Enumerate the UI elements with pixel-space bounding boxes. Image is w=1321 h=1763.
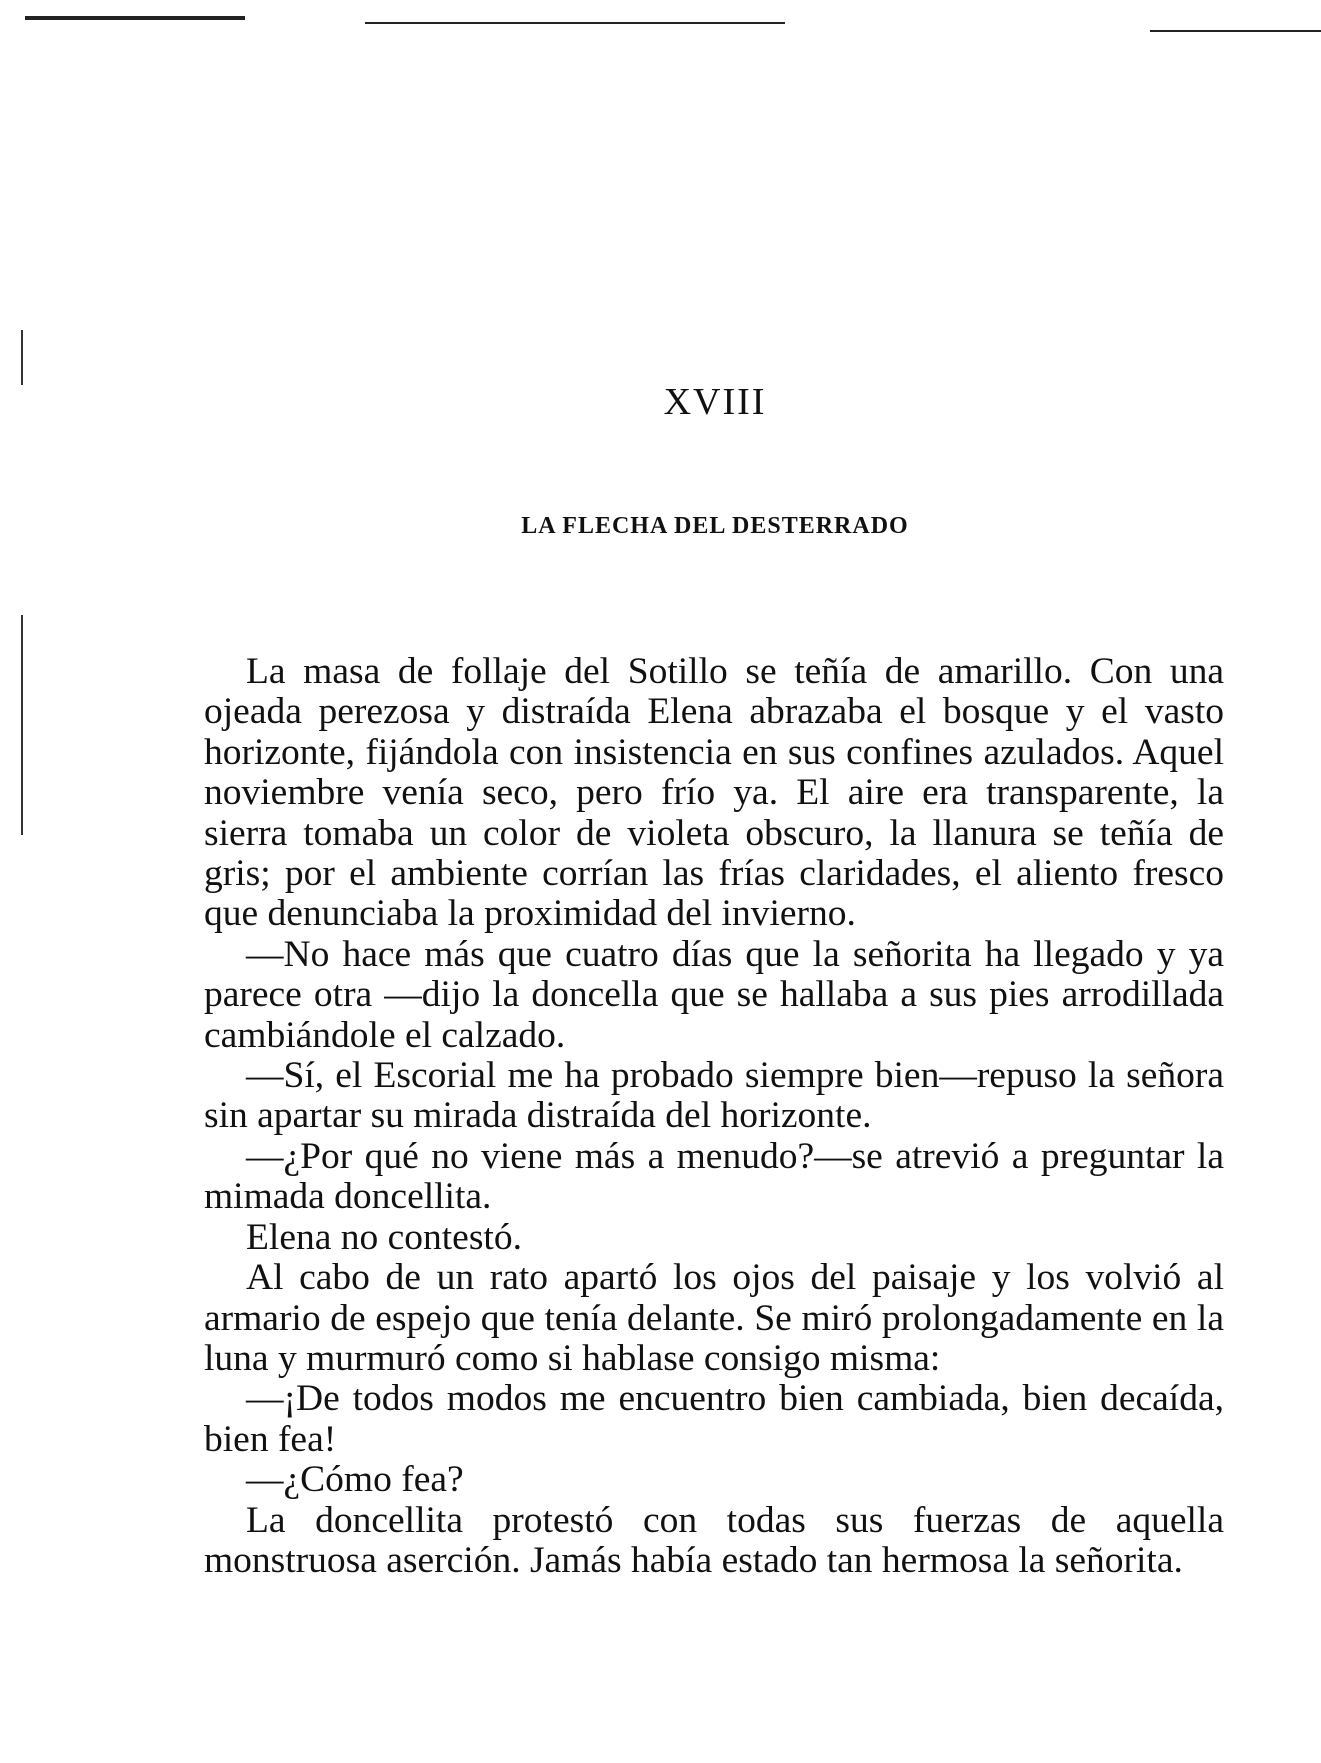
margin-mark xyxy=(21,330,23,385)
chapter-number: XVIII xyxy=(663,381,767,423)
paragraph: La doncellita protestó con todas sus fuerzas de aquella monstruosa aserción. Jamás había estado tan hermosa la señorita. xyxy=(204,1499,1224,1581)
margin-mark xyxy=(21,615,23,835)
paragraph: —Sí, el Escorial me ha probado siempre bien—repuso la señora sin apartar su mirada distraída del horizonte. xyxy=(204,1055,1224,1137)
body-text xyxy=(204,652,1224,1581)
paragraph: —No hace más que cuatro días que la señorita ha llegado y ya parece otra —dijo la doncella que se hallaba a sus pies arrodillada cambiándole el calzado. xyxy=(204,933,1224,1056)
paragraph: —¿Cómo fea? xyxy=(246,1459,464,1501)
paragraph: Al cabo de un rato apartó los ojos del paisaje y los volvió al armario de espejo que tenía delante. Se miró prolongadamente en la luna y murmuró como si hablase consigo misma: xyxy=(204,1257,1224,1379)
paragraph: Elena no contestó. xyxy=(246,1216,522,1258)
paragraph: —¿Por qué no viene más a menudo?—se atrevió a preguntar la mimada doncellita. xyxy=(204,1135,1224,1218)
top-rule-left xyxy=(25,16,245,20)
chapter-title: LA FLECHA DEL DESTERRADO xyxy=(521,513,909,539)
top-rule-right xyxy=(1150,30,1321,32)
paragraph: —¡De todos modos me encuentro bien cambiada, bien decaída, bien fea! xyxy=(204,1378,1224,1460)
top-rule-center xyxy=(365,22,785,24)
paragraph: La masa de follaje del Sotillo se teñía de amarillo. Con una ojeada perezosa y distraída Elena abrazaba el bosque y el vasto horizonte, fijándola con insistencia en sus confines azulados. Aquel noviembre venía seco, pero frío ya. El aire era transparente, la sierra tomaba un color de violeta obscuro, la llanura se teñía de gris; por el ambiente corrían las frías claridades, el aliento fresco que denunciaba la proximidad del invierno. xyxy=(204,651,1224,935)
